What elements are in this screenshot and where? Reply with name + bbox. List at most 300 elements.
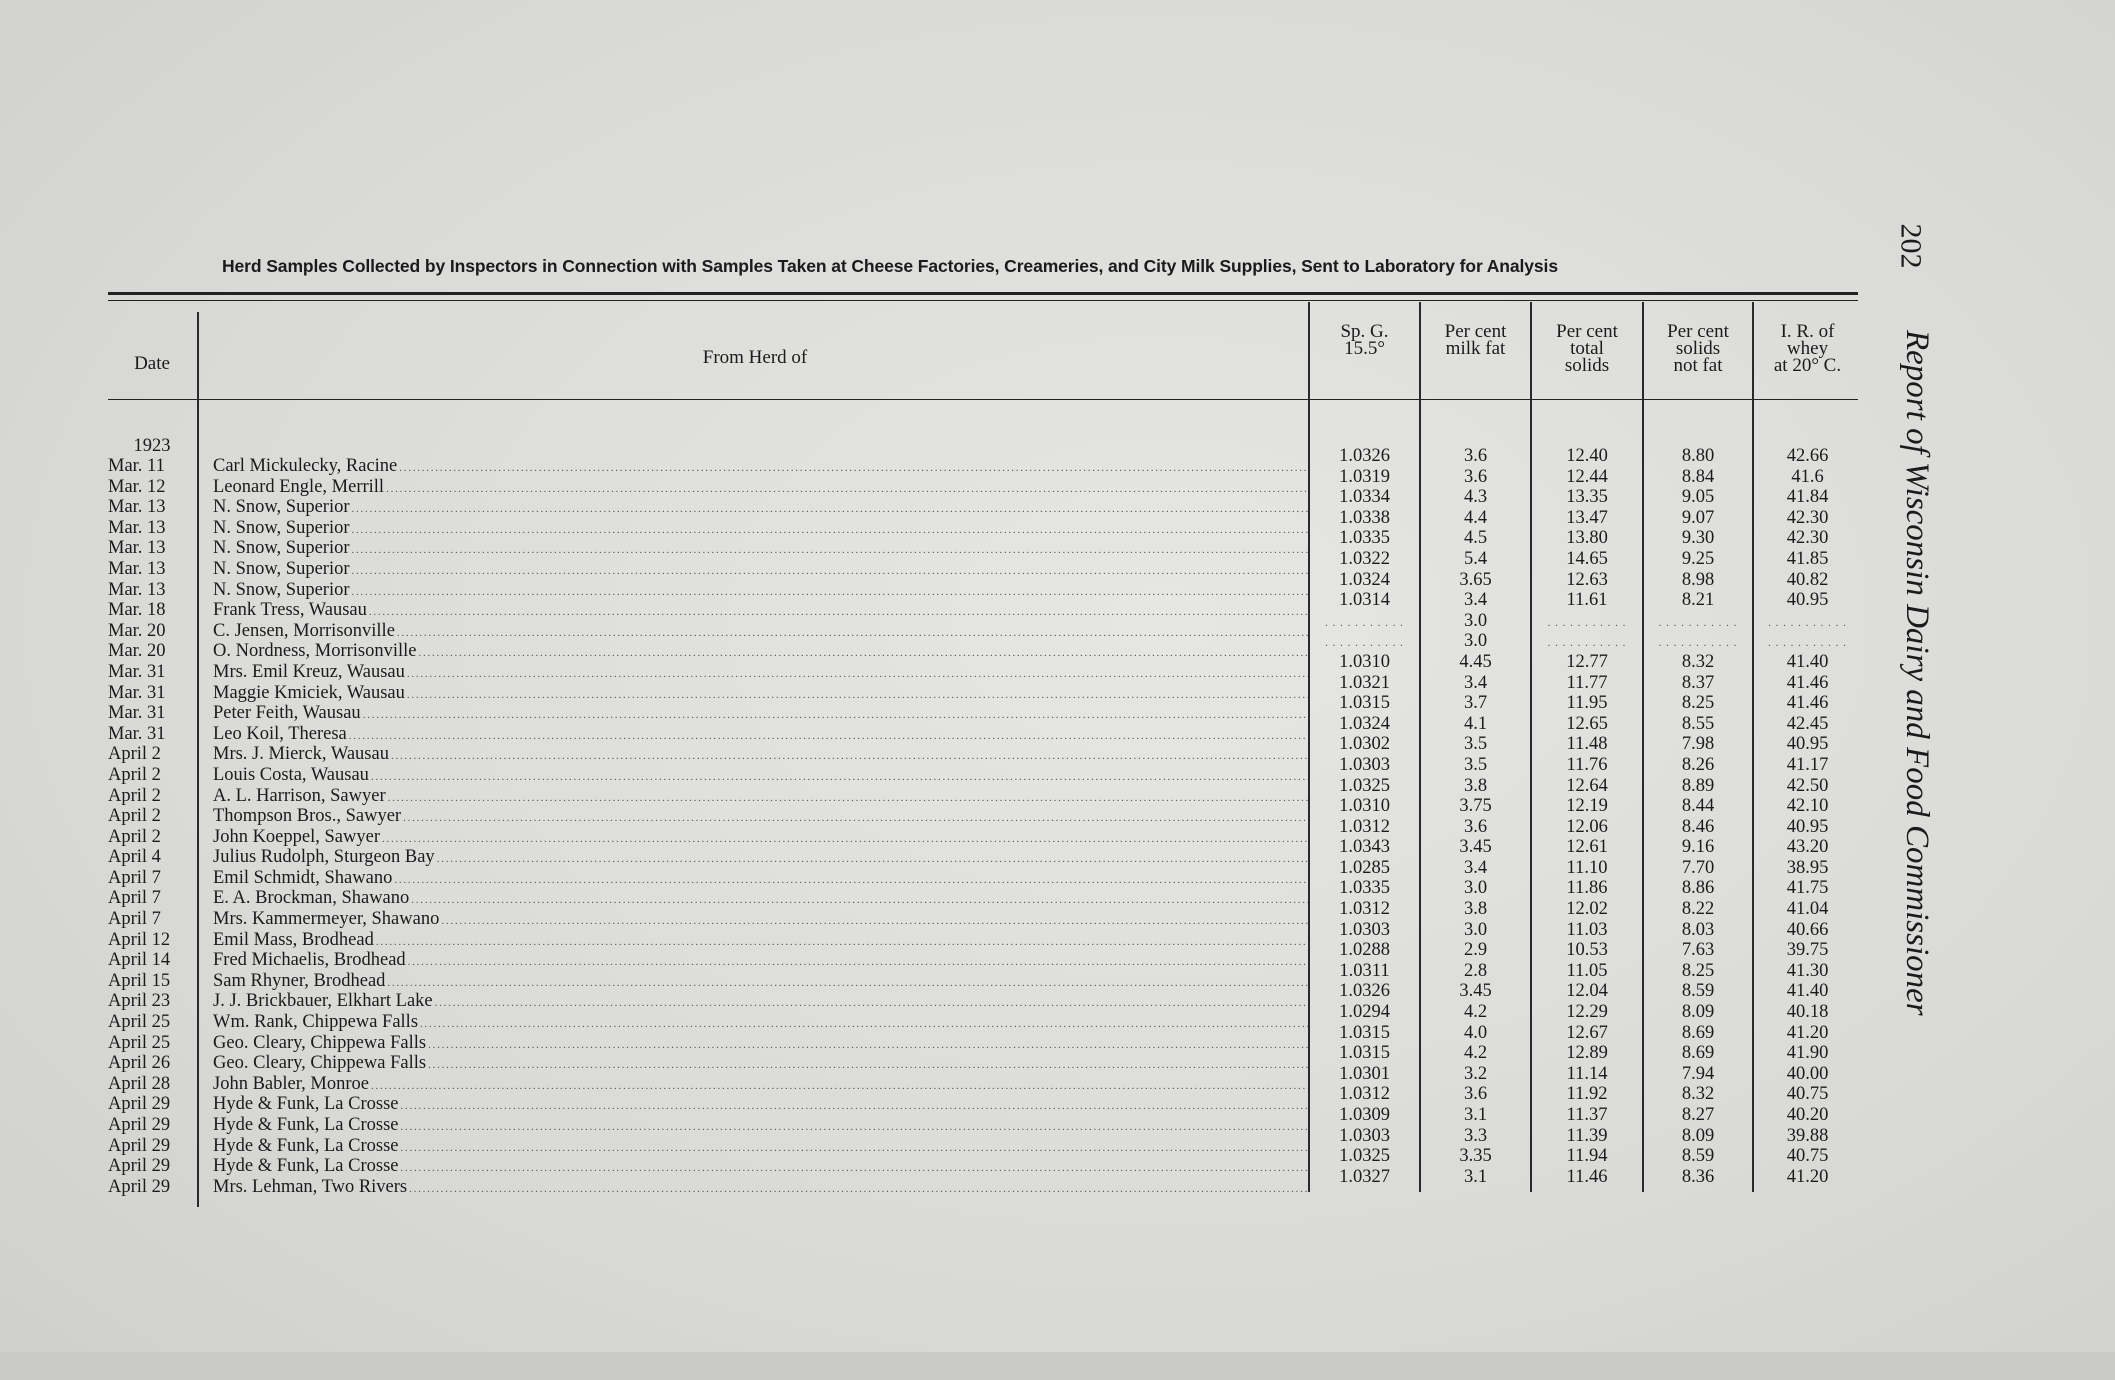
fat-cell: 4.5 xyxy=(1463,528,1488,549)
running-head: Report of Wisconsin Dairy and Food Commissioner xyxy=(1899,330,1935,1016)
ir-cell: 39.88 xyxy=(1786,1125,1829,1146)
header-spg-line2: 15.5° xyxy=(1344,338,1385,359)
date-cell: April 12 xyxy=(108,929,171,950)
ir-cell: 40.95 xyxy=(1786,816,1829,837)
header-fat xyxy=(1423,323,1528,357)
fat-cell: 4.1 xyxy=(1463,713,1488,734)
ir-cell: 40.95 xyxy=(1786,590,1829,611)
snf-cell: 8.80 xyxy=(1681,446,1715,466)
herd-cell xyxy=(213,1074,1308,1095)
ir-cell: 40.00 xyxy=(1786,1063,1829,1084)
total-cell: 12.02 xyxy=(1566,899,1608,920)
ir-cell: 40.95 xyxy=(1786,734,1829,755)
ir-cell: 40.18 xyxy=(1786,1002,1829,1023)
total-cell: 11.10 xyxy=(1566,857,1608,878)
spg-cell: . . . . . . . . . . . xyxy=(1325,616,1404,629)
herd-name: Julius Rudolph, Sturgeon Bay xyxy=(213,847,435,868)
date-cell: April 2 xyxy=(108,744,161,765)
snf-cell: 8.32 xyxy=(1681,651,1715,672)
header-total-line1: Per cent xyxy=(1556,321,1618,342)
snf-cell: 8.09 xyxy=(1681,1125,1715,1146)
spg-cell: 1.0315 xyxy=(1339,1022,1390,1043)
ir-cell: 40.20 xyxy=(1786,1105,1829,1125)
top-rule-thick xyxy=(108,292,1858,295)
ir-cell: 41.30 xyxy=(1786,960,1829,981)
herd-name: Fred Michaelis, Brodhead xyxy=(213,950,406,971)
herd-cell xyxy=(213,518,1308,539)
ir-cell: 42.66 xyxy=(1786,446,1829,466)
herd-cell xyxy=(213,641,1308,662)
date-cell: Mar. 13 xyxy=(108,558,166,579)
date-cell: Mar. 20 xyxy=(108,641,166,662)
total-cell: 12.40 xyxy=(1566,446,1608,466)
total-cell: 12.44 xyxy=(1566,466,1608,487)
herd-name: Geo. Cleary, Chippewa Falls xyxy=(213,1032,427,1053)
ir-cell: 41.40 xyxy=(1786,651,1829,672)
fat-cell: 2.9 xyxy=(1463,940,1488,961)
fat-cell: 3.4 xyxy=(1463,590,1488,611)
ir-cell: 41.46 xyxy=(1786,672,1829,693)
total-cell: 11.03 xyxy=(1566,919,1608,940)
fat-cell: 3.0 xyxy=(1463,919,1488,940)
date-cell: Mar. 31 xyxy=(108,703,166,724)
total-cell: 11.39 xyxy=(1566,1125,1608,1146)
herd-cell xyxy=(213,497,1308,518)
ir-cell: 40.75 xyxy=(1786,1146,1829,1167)
date-cell: April 25 xyxy=(108,1012,171,1033)
total-cell: 11.61 xyxy=(1566,590,1608,611)
snf-cell: 8.89 xyxy=(1681,775,1715,796)
herd-cell xyxy=(213,971,1308,992)
year-label: 1923 xyxy=(133,436,171,456)
spg-cell: 1.0288 xyxy=(1339,940,1390,961)
herd-cell xyxy=(213,950,1308,971)
fat-cell: 4.3 xyxy=(1463,487,1488,508)
spg-cell: . . . . . . . . . . . xyxy=(1325,637,1404,650)
date-cell: April 28 xyxy=(108,1073,171,1094)
herd-cell xyxy=(213,930,1308,951)
fat-cell: 3.1 xyxy=(1463,1166,1488,1187)
snf-cell: 9.30 xyxy=(1681,528,1715,549)
ir-cell: 42.10 xyxy=(1786,796,1829,817)
date-cell: Mar. 31 xyxy=(108,723,166,744)
fat-cell: 3.5 xyxy=(1463,734,1488,755)
snf-cell: 8.26 xyxy=(1681,754,1715,775)
total-cell: 11.95 xyxy=(1566,693,1608,714)
snf-cell: 8.36 xyxy=(1681,1166,1715,1187)
spg-cell: 1.0319 xyxy=(1339,466,1390,487)
total-column xyxy=(1534,446,1640,1187)
fat-cell: 3.5 xyxy=(1463,754,1488,775)
fat-cell: 3.1 xyxy=(1463,1105,1488,1125)
herd-name: Hyde & Funk, La Crosse xyxy=(213,1115,399,1135)
herd-cell xyxy=(213,806,1308,827)
herd-name: Leo Koil, Theresa xyxy=(213,723,347,744)
date-cell: April 15 xyxy=(108,970,171,991)
total-cell: 11.76 xyxy=(1566,754,1608,775)
header-ir-line2: whey xyxy=(1786,338,1829,359)
herd-column xyxy=(213,456,1308,1197)
herd-name: E. A. Brockman, Shawano xyxy=(213,888,410,909)
spg-cell: 1.0325 xyxy=(1339,775,1390,796)
spg-column xyxy=(1312,446,1417,1187)
date-cell: April 25 xyxy=(108,1032,171,1053)
snf-cell: 7.98 xyxy=(1681,734,1715,755)
fat-cell: 3.7 xyxy=(1463,693,1488,714)
ir-cell: 40.75 xyxy=(1786,1084,1829,1105)
spg-cell: 1.0303 xyxy=(1339,754,1390,775)
spg-cell: 1.0335 xyxy=(1339,528,1390,549)
total-cell: 14.65 xyxy=(1566,548,1608,569)
date-cell: April 29 xyxy=(108,1156,171,1177)
date-cell: April 29 xyxy=(108,1176,171,1197)
total-cell: 12.89 xyxy=(1566,1043,1608,1064)
fat-cell: 4.2 xyxy=(1463,1043,1488,1064)
fat-cell: 3.0 xyxy=(1463,878,1488,899)
snf-cell: 7.63 xyxy=(1681,940,1715,961)
spg-cell: 1.0338 xyxy=(1339,507,1390,528)
herd-cell xyxy=(213,1012,1308,1033)
herd-cell xyxy=(213,662,1308,683)
herd-name: N. Snow, Superior xyxy=(213,558,350,579)
date-cell: April 2 xyxy=(108,826,161,847)
spg-cell: 1.0326 xyxy=(1339,446,1390,466)
herd-name: N. Snow, Superior xyxy=(213,579,350,600)
total-cell: 11.77 xyxy=(1566,672,1608,693)
herd-name: Frank Tress, Wausau xyxy=(213,600,367,621)
date-cell: April 2 xyxy=(108,806,161,827)
ir-cell: . . . . . . . . . . . xyxy=(1768,637,1847,650)
spg-cell: 1.0309 xyxy=(1339,1105,1390,1125)
fat-cell: 4.0 xyxy=(1463,1022,1488,1043)
date-cell: April 29 xyxy=(108,1115,171,1135)
spg-cell: 1.0322 xyxy=(1339,548,1390,569)
page-bottom-edge xyxy=(0,1352,2115,1380)
snf-cell: 8.98 xyxy=(1681,569,1715,590)
date-cell: Mar. 18 xyxy=(108,600,166,621)
herd-name: O. Nordness, Morrisonville xyxy=(213,641,417,662)
ir-cell: 41.04 xyxy=(1786,899,1829,920)
fat-cell: 3.6 xyxy=(1463,446,1488,466)
herd-name: Mrs. Lehman, Two Rivers xyxy=(213,1176,408,1197)
date-cell: Mar. 11 xyxy=(108,456,165,476)
ir-cell: 41.6 xyxy=(1791,466,1824,487)
date-cell: Mar. 12 xyxy=(108,476,166,497)
total-cell: 12.77 xyxy=(1566,651,1608,672)
snf-cell: 8.84 xyxy=(1681,466,1715,487)
spg-cell: 1.0325 xyxy=(1339,1146,1390,1167)
date-cell: Mar. 13 xyxy=(108,497,166,518)
spg-cell: 1.0334 xyxy=(1339,487,1390,508)
total-cell: 12.19 xyxy=(1566,796,1608,817)
herd-name: Carl Mickulecky, Racine xyxy=(213,456,398,476)
ir-cell: 43.20 xyxy=(1786,837,1829,858)
spg-cell: 1.0324 xyxy=(1339,713,1390,734)
total-cell: 11.86 xyxy=(1566,878,1608,899)
header-spg xyxy=(1312,323,1417,357)
total-cell: 11.46 xyxy=(1566,1166,1608,1187)
herd-name: A. L. Harrison, Sawyer xyxy=(213,785,386,806)
herd-name: J. J. Brickbauer, Elkhart Lake xyxy=(213,991,433,1012)
header-spg-line1: Sp. G. xyxy=(1340,321,1389,342)
header-total-line3: solids xyxy=(1564,355,1610,376)
header-herd: From Herd of xyxy=(702,347,808,368)
header-bottom-rule xyxy=(108,399,1858,400)
fat-cell: 3.6 xyxy=(1463,1084,1488,1105)
herd-name: John Babler, Monroe xyxy=(213,1073,369,1094)
total-cell: 12.29 xyxy=(1566,1002,1608,1023)
header-fat-line1: Per cent xyxy=(1444,321,1507,342)
herd-cell xyxy=(213,991,1308,1012)
snf-cell: 8.25 xyxy=(1681,693,1715,714)
date-cell: Mar. 20 xyxy=(108,620,166,641)
ir-cell: 41.20 xyxy=(1786,1022,1829,1043)
fat-cell: 3.8 xyxy=(1463,775,1488,796)
snf-cell: 8.59 xyxy=(1681,1146,1715,1167)
header-ir-line1: I. R. of xyxy=(1780,321,1835,342)
ir-cell: 42.50 xyxy=(1786,775,1829,796)
total-cell: 11.92 xyxy=(1566,1084,1608,1105)
date-cell: April 2 xyxy=(108,785,161,806)
date-cell: April 29 xyxy=(108,1094,171,1115)
snf-cell: 8.27 xyxy=(1681,1105,1715,1125)
fat-cell: 3.45 xyxy=(1459,981,1492,1002)
snf-cell: . . . . . . . . . . . xyxy=(1658,637,1738,650)
date-cell: April 2 xyxy=(108,764,161,785)
spg-cell: 1.0324 xyxy=(1339,569,1390,590)
fat-cell: 4.45 xyxy=(1459,651,1492,672)
fat-cell: 3.0 xyxy=(1463,610,1488,631)
herd-name: Mrs. Kammermeyer, Shawano xyxy=(213,909,440,930)
ir-cell: 41.85 xyxy=(1786,548,1829,569)
herd-name: Thompson Bros., Sawyer xyxy=(213,806,402,827)
date-cell: April 7 xyxy=(108,888,161,909)
fat-cell: 3.0 xyxy=(1463,631,1488,652)
snf-cell: 8.03 xyxy=(1681,919,1715,940)
herd-cell xyxy=(213,765,1308,786)
herd-name: N. Snow, Superior xyxy=(213,538,350,559)
herd-name: Louis Costa, Wausau xyxy=(213,764,369,785)
total-cell: 12.04 xyxy=(1566,981,1608,1002)
snf-cell: 8.09 xyxy=(1681,1002,1715,1023)
date-cell: April 23 xyxy=(108,991,171,1012)
header-snf-line3: not fat xyxy=(1673,355,1723,376)
date-cell: April 4 xyxy=(108,847,161,868)
spg-cell: 1.0285 xyxy=(1339,857,1390,878)
spg-cell: 1.0312 xyxy=(1339,899,1390,920)
total-cell: 11.05 xyxy=(1566,960,1608,981)
header-total-line2: total xyxy=(1570,338,1604,359)
herd-cell xyxy=(213,621,1308,642)
spg-cell: 1.0315 xyxy=(1339,693,1390,714)
ir-cell: 42.30 xyxy=(1786,528,1829,549)
spg-cell: 1.0312 xyxy=(1339,1084,1390,1105)
ir-cell: 40.66 xyxy=(1786,919,1829,940)
spg-cell: 1.0343 xyxy=(1339,837,1390,858)
col-rule-spg xyxy=(1419,302,1421,1192)
fat-cell: 4.2 xyxy=(1463,1002,1488,1023)
ir-cell: 41.75 xyxy=(1786,878,1829,899)
snf-cell: 8.25 xyxy=(1681,960,1715,981)
fat-cell: 4.4 xyxy=(1463,507,1488,528)
snf-cell: 8.69 xyxy=(1681,1043,1715,1064)
herd-name: Hyde & Funk, La Crosse xyxy=(213,1156,399,1177)
date-cell: Mar. 31 xyxy=(108,682,166,703)
herd-name: C. Jensen, Morrisonville xyxy=(213,620,395,641)
snf-cell: 7.70 xyxy=(1681,857,1715,878)
herd-cell xyxy=(213,1136,1308,1157)
date-column xyxy=(108,456,200,1197)
snf-cell: 9.07 xyxy=(1681,507,1715,528)
snf-cell: 8.86 xyxy=(1681,878,1715,899)
ir-cell: 42.45 xyxy=(1786,713,1829,734)
date-cell: April 7 xyxy=(108,909,161,930)
total-cell: 12.06 xyxy=(1566,816,1608,837)
snf-cell: 7.94 xyxy=(1681,1063,1715,1084)
spg-cell: 1.0335 xyxy=(1339,878,1390,899)
snf-cell: . . . . . . . . . . . xyxy=(1658,616,1738,629)
snf-cell: 8.22 xyxy=(1681,899,1715,920)
herd-name: Wm. Rank, Chippewa Falls xyxy=(213,1012,419,1033)
spg-cell: 1.0312 xyxy=(1339,816,1390,837)
ir-column xyxy=(1755,446,1860,1187)
herd-cell xyxy=(213,1053,1308,1074)
fat-cell: 3.75 xyxy=(1459,796,1492,817)
snf-cell: 8.32 xyxy=(1681,1084,1715,1105)
spg-cell: 1.0310 xyxy=(1339,651,1390,672)
snf-cell: 8.37 xyxy=(1681,672,1715,693)
ir-cell: 38.95 xyxy=(1786,857,1829,878)
header-fat-line2: milk fat xyxy=(1445,338,1506,359)
spg-cell: 1.0302 xyxy=(1339,734,1390,755)
date-cell: April 14 xyxy=(108,950,171,971)
ir-cell: 41.17 xyxy=(1786,754,1829,775)
col-rule-herd xyxy=(1308,302,1310,1192)
herd-name: Maggie Kmiciek, Wausau xyxy=(213,682,405,703)
spg-cell: 1.0301 xyxy=(1339,1063,1390,1084)
fat-cell: 3.6 xyxy=(1463,466,1488,487)
top-rule-thin xyxy=(108,300,1858,301)
ir-cell: 41.46 xyxy=(1786,693,1829,714)
herd-name: John Koeppel, Sawyer xyxy=(213,826,380,847)
snf-cell: 8.59 xyxy=(1681,981,1715,1002)
herd-name: N. Snow, Superior xyxy=(213,517,350,538)
ir-cell: 41.40 xyxy=(1786,981,1829,1002)
snf-column xyxy=(1645,446,1751,1187)
date-cell: Mar. 13 xyxy=(108,517,166,538)
fat-cell: 2.8 xyxy=(1463,960,1488,981)
herd-cell xyxy=(213,868,1308,889)
herd-cell xyxy=(213,703,1308,724)
total-cell: 12.61 xyxy=(1566,837,1608,858)
snf-cell: 8.69 xyxy=(1681,1022,1715,1043)
herd-cell xyxy=(213,1094,1308,1115)
herd-cell xyxy=(213,580,1308,601)
total-cell: 12.63 xyxy=(1566,569,1608,590)
fat-cell: 3.4 xyxy=(1463,672,1488,693)
total-cell: 13.80 xyxy=(1566,528,1608,549)
herd-cell xyxy=(213,744,1308,765)
date-cell: Mar. 13 xyxy=(108,538,166,559)
spg-cell: 1.0321 xyxy=(1339,672,1390,693)
herd-cell xyxy=(213,1177,1308,1198)
ir-cell: 39.75 xyxy=(1786,940,1829,961)
total-cell: 12.65 xyxy=(1566,713,1608,734)
ir-cell: 41.20 xyxy=(1786,1166,1829,1187)
ir-cell: 42.30 xyxy=(1786,507,1829,528)
herd-cell xyxy=(213,456,1308,477)
herd-cell xyxy=(213,477,1308,498)
spg-cell: 1.0315 xyxy=(1339,1043,1390,1064)
date-cell: April 29 xyxy=(108,1135,171,1156)
herd-name: N. Snow, Superior xyxy=(213,497,350,518)
total-cell: 11.48 xyxy=(1566,734,1608,755)
total-cell: 13.35 xyxy=(1566,487,1608,508)
ir-cell: 41.90 xyxy=(1786,1043,1829,1064)
fat-cell: 5.4 xyxy=(1463,548,1488,569)
col-rule-total xyxy=(1642,302,1644,1192)
snf-cell: 9.05 xyxy=(1681,487,1715,508)
herd-cell xyxy=(213,847,1308,868)
date-cell: Mar. 13 xyxy=(108,579,166,600)
total-cell: . . . . . . . . . . . xyxy=(1547,637,1627,650)
herd-cell xyxy=(213,888,1308,909)
date-cell: Mar. 31 xyxy=(108,661,166,682)
date-cell: April 7 xyxy=(108,867,161,888)
herd-name: Mrs. J. Mierck, Wausau xyxy=(213,744,389,765)
herd-cell xyxy=(213,1156,1308,1177)
total-cell: 11.37 xyxy=(1566,1105,1608,1125)
snf-cell: 8.44 xyxy=(1681,796,1715,817)
herd-cell xyxy=(213,559,1308,580)
total-cell: 11.94 xyxy=(1566,1146,1608,1167)
snf-cell: 9.25 xyxy=(1681,548,1715,569)
total-cell: 12.67 xyxy=(1566,1022,1608,1043)
header-ir-line3: at 20° C. xyxy=(1773,355,1842,376)
spg-cell: 1.0310 xyxy=(1339,796,1390,817)
spg-cell: 1.0294 xyxy=(1339,1002,1390,1023)
header-date: Date xyxy=(134,353,170,374)
herd-cell xyxy=(213,909,1308,930)
herd-name: Hyde & Funk, La Crosse xyxy=(213,1094,399,1115)
herd-name: Hyde & Funk, La Crosse xyxy=(213,1135,399,1156)
fat-cell: 3.65 xyxy=(1459,569,1492,590)
fat-cell: 3.45 xyxy=(1459,837,1492,858)
spg-cell: 1.0303 xyxy=(1339,1125,1390,1146)
header-snf-line2: solids xyxy=(1675,338,1721,359)
page-number: 202 xyxy=(1894,223,1928,269)
fat-cell: 3.3 xyxy=(1463,1125,1488,1146)
herd-name: Peter Feith, Wausau xyxy=(213,703,361,724)
table-title: Herd Samples Collected by Inspectors in Connection with Samples Taken at Cheese Factories, Creameries, and City Milk Supplies, Sent to Laboratory for Analysis xyxy=(222,256,1558,276)
total-cell: 12.64 xyxy=(1566,775,1608,796)
spg-cell: 1.0314 xyxy=(1339,590,1390,611)
header-snf-line1: Per cent xyxy=(1667,321,1729,342)
herd-name: Emil Schmidt, Shawano xyxy=(213,867,393,888)
fat-cell: 3.35 xyxy=(1459,1146,1492,1167)
herd-name: Leonard Engle, Merrill xyxy=(213,476,385,497)
ir-cell: . . . . . . . . . . . xyxy=(1768,616,1847,629)
herd-name: Geo. Cleary, Chippewa Falls xyxy=(213,1053,427,1074)
total-cell: 10.53 xyxy=(1566,940,1608,961)
herd-cell xyxy=(213,683,1308,704)
herd-cell xyxy=(213,538,1308,559)
header-ir xyxy=(1755,323,1860,374)
header-snf xyxy=(1645,323,1751,374)
herd-name: Mrs. Emil Kreuz, Wausau xyxy=(213,661,405,682)
snf-cell: 8.55 xyxy=(1681,713,1715,734)
fat-cell: 3.6 xyxy=(1463,816,1488,837)
